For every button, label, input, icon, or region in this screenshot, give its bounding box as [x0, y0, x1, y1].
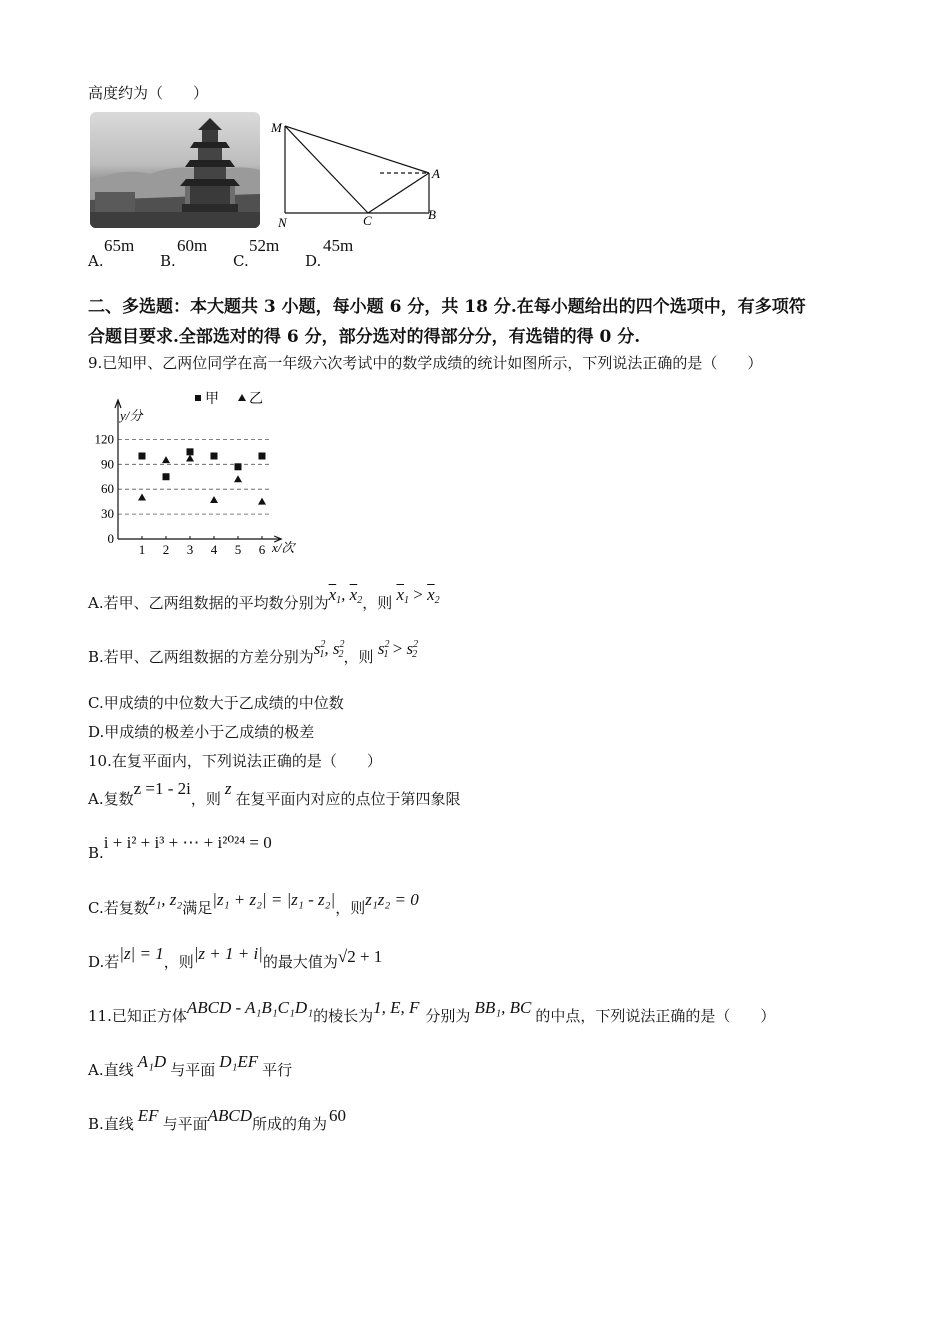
q10-option-b[interactable] — [88, 833, 272, 863]
q11-b-mid: 与平面 — [162, 1115, 208, 1133]
option-b-letter[interactable]: B. — [160, 252, 176, 270]
q9-option-c[interactable]: C.甲成绩的中位数大于乙成绩的中位数 — [88, 694, 344, 712]
chart-x-tick-1: 1 — [138, 542, 146, 557]
q11-edge: 1, E, F — [373, 998, 420, 1017]
q9-stem: 9.已知甲、乙两位同学在高一年级六次考试中的数学成绩的统计如图所示，下列说法正确的是（ ） — [88, 354, 763, 372]
q10-stem: 10.在复平面内，下列说法正确的是（ ） — [88, 752, 382, 770]
q10-d-pre: D.若 — [88, 953, 120, 971]
q10-c-formula: |z₁ + z₂| = |z₁ - z₂| — [212, 890, 336, 909]
q11-edges: BB₁, BC — [474, 998, 532, 1017]
option-d-value: 45m — [323, 236, 354, 255]
q11-a-plane: D₁EF — [219, 1052, 259, 1071]
label-c: C — [363, 213, 372, 228]
chart-x-axis-label: x/次 — [272, 540, 295, 555]
line-ca — [368, 173, 429, 213]
q9-option-a[interactable] — [88, 585, 440, 614]
chart-point-yi-6 — [258, 498, 266, 505]
q10-c-mid: 满足 — [182, 899, 213, 917]
q10-a-pre: A.复数 — [88, 790, 134, 808]
label-a: A — [432, 166, 440, 181]
q11-stem-post: 的中点，下列说法正确的是（ ） — [535, 1007, 776, 1025]
section2-heading-line1: 二、多选题：本大题共 3 小题，每小题 6 分，共 18 分.在每小题给出的四个选项中，有多项符 — [88, 297, 806, 317]
section2-heading-line2: 合题目要求.全部选对的得 6 分，部分选对的得部分分，有选错的得 0 分. — [88, 327, 641, 347]
option-d-letter[interactable]: D. — [305, 252, 322, 270]
q11-b-pre: B.直线 — [88, 1115, 134, 1133]
tower-photo — [90, 112, 260, 228]
q10-c-result: z₁z₂ = 0 — [365, 890, 419, 909]
chart-point-jia-5 — [235, 463, 242, 470]
q11-a-mid: 与平面 — [170, 1061, 216, 1079]
q10-a-formula: z =1 - 2i — [133, 779, 191, 798]
q10-option-c[interactable] — [88, 890, 419, 918]
q10-c-pre: C.若复数 — [88, 899, 149, 917]
q10-b-pre: B. — [88, 844, 104, 862]
q11-a-post: 平行 — [262, 1061, 293, 1079]
q10-d-cond: |z| = 1 — [119, 944, 164, 963]
q9-b-pre: B.若甲、乙两组数据的方差分别为 — [88, 648, 314, 666]
q10-a-post: 在复平面内对应的点位于第四象限 — [235, 790, 461, 808]
option-a-value: 65m — [104, 236, 135, 255]
q10-option-a[interactable] — [88, 779, 461, 809]
chart-point-yi-4 — [210, 496, 218, 503]
label-n: N — [278, 215, 287, 230]
q8-stem-tail: 高度约为（ ） — [88, 84, 209, 102]
q11-b-line: EF — [137, 1106, 159, 1125]
option-a-letter[interactable]: A. — [88, 252, 104, 270]
q9-a-means: $\overline{x}_1$, $\overline{x}_2$ — [328, 585, 363, 606]
chart-point-jia-6 — [259, 453, 266, 460]
option-c-value: 52m — [249, 236, 280, 255]
tower-illustration — [90, 112, 260, 228]
q11-option-a[interactable] — [88, 1052, 293, 1080]
chart-y-tick-0: 0 — [107, 531, 114, 546]
geometry-figure-mnca — [268, 112, 448, 230]
q11-b-post: 所成的角为 — [251, 1115, 327, 1133]
chart-point-yi-2 — [162, 456, 170, 463]
label-m: M — [271, 120, 282, 135]
chart-point-yi-3 — [186, 454, 194, 461]
q11-a-pre: A.直线 — [88, 1061, 134, 1079]
chart-point-jia-1 — [139, 453, 146, 460]
q10-b-formula: i + i² + i³ + ⋯ + i²⁰²⁴ = 0 — [103, 833, 272, 852]
q11-stem-mid1: 的棱长为 — [313, 1007, 374, 1025]
q10-d-mid: ，则 — [163, 953, 194, 971]
q11-stem-mid2: 分别为 — [425, 1007, 471, 1025]
q10-d-expr: |z + 1 + i| — [193, 944, 263, 963]
label-b: B — [428, 207, 436, 222]
q11-stem — [88, 998, 776, 1026]
q10-d-post: 的最大值为 — [262, 953, 338, 971]
chart-point-yi-5 — [234, 475, 242, 482]
chart-point-jia-3 — [187, 448, 194, 455]
q9-a-relation: $\overline{x}_1 > \overline{x}_2$ — [396, 585, 440, 606]
q9-scatter-chart — [88, 380, 318, 560]
q10-d-result: √2 + 1 — [337, 947, 383, 966]
q9-a-pre: A.若甲、乙两组数据的平均数分别为 — [88, 594, 329, 612]
q11-cube: ABCD - A₁B₁C₁D₁ — [186, 998, 314, 1017]
chart-point-jia-4 — [211, 453, 218, 460]
legend-label-yi: 乙 — [249, 392, 263, 407]
chart-x-tick-4: 4 — [210, 542, 218, 557]
q9-option-b[interactable] — [88, 639, 419, 668]
q10-option-d[interactable] — [88, 944, 383, 972]
q10-a-mid: ，则 — [190, 790, 221, 808]
chart-x-tick-5: 5 — [234, 542, 242, 557]
q10-c-then: ，则 — [335, 899, 366, 917]
chart-x-tick-3: 3 — [186, 542, 194, 557]
option-b-value: 60m — [177, 236, 208, 255]
q9-b-relation: $s^2_1 > s^2_2$ — [373, 639, 419, 660]
q9-option-d[interactable]: D.甲成绩的极差小于乙成绩的极差 — [88, 723, 315, 741]
q10-c-vars: z₁, z₂ — [148, 890, 183, 909]
q10-a-z: z — [224, 779, 232, 798]
chart-x-tick-2: 2 — [162, 542, 170, 557]
chart-y-tick-60: 60 — [101, 481, 114, 497]
q11-b-angle: 60 — [329, 1106, 346, 1125]
option-c-letter[interactable]: C. — [233, 252, 249, 270]
chart-point-jia-2 — [163, 473, 170, 480]
chart-y-tick-30: 30 — [101, 506, 114, 522]
legend-marker-jia — [195, 395, 201, 401]
q11-b-plane: ABCD — [207, 1106, 252, 1125]
q9-b-mid: ，则 — [343, 648, 374, 666]
q9-b-variances: $s^2_1$, $s^2_2$ — [313, 639, 345, 660]
chart-y-axis-label: y/分 — [120, 408, 143, 423]
q11-stem-pre: 11.已知正方体 — [88, 1007, 187, 1025]
chart-y-tick-120: 120 — [94, 431, 114, 447]
q11-a-line: A₁D — [137, 1052, 167, 1071]
chart-x-tick-6: 6 — [258, 542, 266, 557]
chart-y-tick-90: 90 — [101, 456, 114, 472]
chart-point-yi-1 — [138, 494, 146, 501]
legend-label-jia: 甲 — [205, 392, 219, 407]
legend-marker-yi — [238, 394, 246, 401]
q11-option-b[interactable] — [88, 1106, 346, 1134]
q9-a-mid: ，则 — [362, 594, 393, 612]
